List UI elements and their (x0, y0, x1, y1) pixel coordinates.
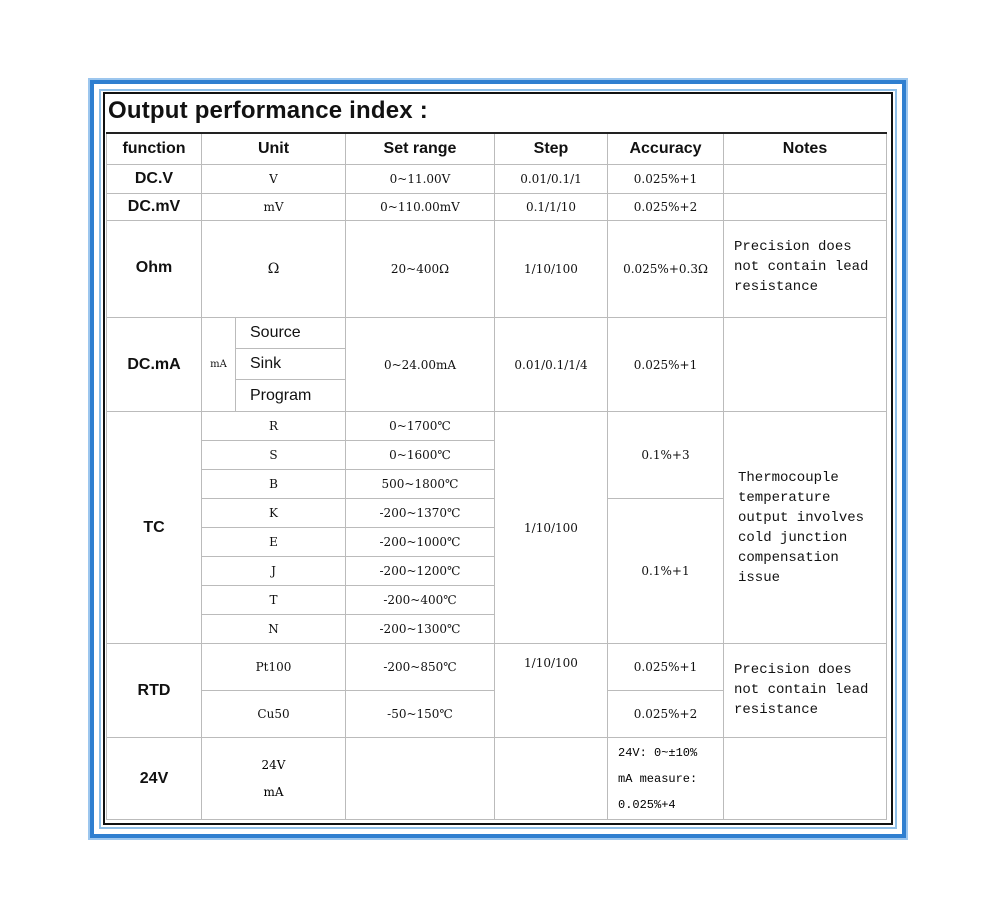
accuracy-cell: 0.025%+1 (608, 318, 724, 412)
header-unit: Unit (202, 133, 346, 165)
accuracy-cell: 0.025%+2 (608, 194, 724, 221)
tc-type: J (202, 557, 346, 586)
range-cell: 0~110.00mV (346, 194, 495, 221)
tc-type: R (202, 412, 346, 441)
rtd-range: -200~850℃ (346, 644, 495, 691)
function-cell: RTD (107, 644, 202, 738)
table-row (107, 165, 887, 194)
unit-cell (202, 738, 346, 820)
notes-cell (724, 165, 887, 194)
rtd-type: Cu50 (202, 691, 346, 738)
step-cell: 0.01/0.1/1 (495, 165, 608, 194)
function-cell: TC (107, 412, 202, 644)
function-cell: DC.mA (107, 318, 202, 412)
accuracy-cell: 0.025%+1 (608, 644, 724, 691)
step-cell: 1/10/100 (495, 644, 608, 738)
mode-program: Program (236, 380, 346, 412)
accuracy-cell: 0.1%+3 (608, 412, 724, 499)
tc-type: E (202, 528, 346, 557)
unit-ma: mA (263, 784, 284, 799)
tc-type: S (202, 441, 346, 470)
function-cell: DC.V (107, 165, 202, 194)
accuracy-cell (608, 738, 724, 820)
notes-cell: Precision does not contain lead resistance (724, 221, 887, 318)
header-notes: Notes (724, 133, 887, 165)
table-row (107, 318, 887, 349)
unit-24v: 24V (261, 757, 286, 772)
header-function: function (107, 133, 202, 165)
header-set-range: Set range (346, 133, 495, 165)
unit-cell: V (202, 165, 346, 194)
step-cell (495, 738, 608, 820)
tc-range: -200~1300℃ (346, 615, 495, 644)
notes-cell (724, 318, 887, 412)
range-cell (346, 738, 495, 820)
table-row (107, 194, 887, 221)
step-cell: 1/10/100 (495, 412, 608, 644)
accuracy-line: 0.025%+4 (618, 797, 676, 812)
notes-cell: Precision does not contain lead resistance (724, 644, 887, 738)
page-title: Output performance index : (108, 97, 428, 124)
range-cell: 0~11.00V (346, 165, 495, 194)
step-cell: 0.1/1/10 (495, 194, 608, 221)
step-cell: 1/10/100 (495, 221, 608, 318)
header-accuracy: Accuracy (608, 133, 724, 165)
accuracy-line: 24V: 0~±10% (618, 745, 698, 760)
tc-type: N (202, 615, 346, 644)
range-cell: 20~400Ω (346, 221, 495, 318)
accuracy-cell: 0.025%+2 (608, 691, 724, 738)
mode-source: Source (236, 318, 346, 349)
function-cell: Ohm (107, 221, 202, 318)
tc-range: 0~1700℃ (346, 412, 495, 441)
step-cell: 0.01/0.1/1/4 (495, 318, 608, 412)
tc-type: K (202, 499, 346, 528)
table-row (107, 412, 887, 441)
accuracy-line: mA measure: (618, 771, 698, 786)
performance-table (106, 132, 887, 820)
table-row (107, 221, 887, 318)
notes-cell (724, 738, 887, 820)
accuracy-cell: 0.1%+1 (608, 499, 724, 644)
tc-range: -200~1200℃ (346, 557, 495, 586)
unit-cell: Ω (202, 221, 346, 318)
function-cell: 24V (107, 738, 202, 820)
unit-cell: mV (202, 194, 346, 221)
mode-sink: Sink (236, 349, 346, 380)
tc-range: -200~400℃ (346, 586, 495, 615)
table-row (107, 644, 887, 691)
tc-range: 0~1600℃ (346, 441, 495, 470)
notes-cell (724, 194, 887, 221)
tc-range: -200~1370℃ (346, 499, 495, 528)
table-row (107, 738, 887, 820)
tc-type: B (202, 470, 346, 499)
tc-range: -200~1000℃ (346, 528, 495, 557)
header-step: Step (495, 133, 608, 165)
range-cell: 0~24.00mA (346, 318, 495, 412)
accuracy-cell: 0.025%+1 (608, 165, 724, 194)
function-cell: DC.mV (107, 194, 202, 221)
accuracy-cell: 0.025%+0.3Ω (608, 221, 724, 318)
tc-type: T (202, 586, 346, 615)
rtd-type: Pt100 (202, 644, 346, 691)
header-row (107, 133, 887, 165)
unit-cell: mA (202, 318, 236, 412)
tc-range: 500~1800℃ (346, 470, 495, 499)
rtd-range: -50~150℃ (346, 691, 495, 738)
notes-cell: Thermocouple temperature output involves cold junction compensation issue (724, 412, 887, 644)
